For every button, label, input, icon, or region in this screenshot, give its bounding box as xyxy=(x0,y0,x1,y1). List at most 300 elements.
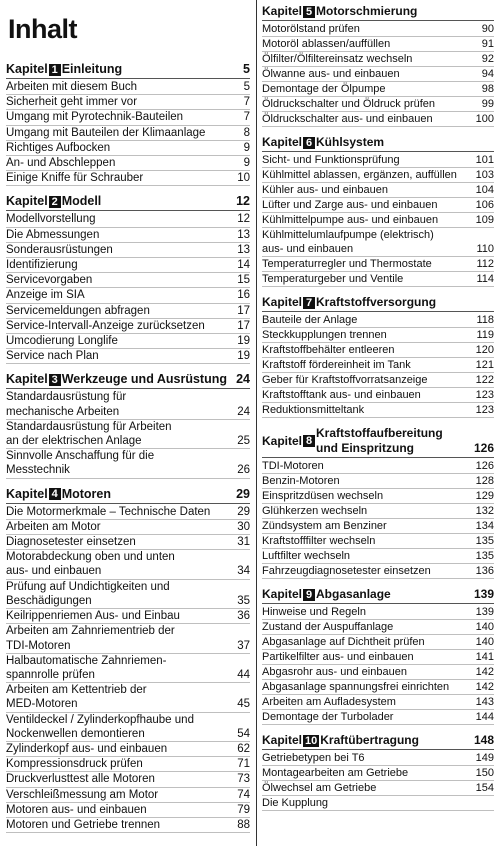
toc-entry[interactable] xyxy=(262,605,494,620)
toc-entry-title: Kraftstoffbehälter entleeren xyxy=(262,344,395,356)
toc-entry-title: Umcodierung Longlife xyxy=(6,335,118,348)
toc-entry-page: 90 xyxy=(481,23,494,35)
toc-entry-page: 13 xyxy=(237,243,250,256)
toc-entry-page: 143 xyxy=(475,696,494,708)
chapter-word: Kapitel xyxy=(262,733,303,747)
toc-column-right xyxy=(262,4,494,819)
toc-entry-title: Sinnvolle Anschaffung für die Messtechnik xyxy=(6,450,155,477)
toc-entry[interactable] xyxy=(6,319,250,334)
toc-entry[interactable] xyxy=(262,534,494,549)
toc-entry-title: Zündsystem am Benziner xyxy=(262,520,387,532)
toc-entry-page: 12 xyxy=(237,213,250,226)
toc-entry-title: Service-Intervall-Anzeige zurücksetzen xyxy=(6,319,205,332)
toc-entry-title: Sonderausrüstungen xyxy=(6,243,113,256)
chapter-label xyxy=(6,372,227,387)
toc-entry-title: Luftfilter wechseln xyxy=(262,550,351,562)
toc-entry-page: 45 xyxy=(237,698,250,711)
toc-entry-page: 118 xyxy=(476,314,494,326)
chapter-word: Kapitel xyxy=(262,135,303,149)
toc-entry-page: 31 xyxy=(237,536,250,549)
toc-entry-page: 101 xyxy=(475,154,494,166)
toc-entry-title: Fahrzeugdiagnosetester einsetzen xyxy=(262,565,431,577)
toc-entry-page: 128 xyxy=(475,475,494,487)
toc-entry-page: 10 xyxy=(237,172,250,185)
toc-entry-title: Motorölstand prüfen xyxy=(262,23,360,35)
toc-entry-title: Kühlmittelumlaufpumpe (elektrisch) aus- und einbauen xyxy=(262,229,434,255)
toc-entry-title: Hinweise und Regeln xyxy=(262,606,366,618)
chapter-number-badge: 6 xyxy=(303,137,315,149)
toc-entry-page: 73 xyxy=(237,773,250,786)
toc-entry[interactable] xyxy=(262,168,494,183)
chapter-section xyxy=(6,487,250,833)
chapter-number-badge: 4 xyxy=(49,488,61,500)
chapter-page-number: 24 xyxy=(236,372,250,387)
toc-entry[interactable] xyxy=(6,535,250,550)
toc-entry-page: 149 xyxy=(475,752,494,764)
toc-entry-page: 91 xyxy=(481,38,494,50)
page-title: Inhalt xyxy=(8,14,77,44)
chapter-section xyxy=(6,194,250,364)
toc-entry-page: 142 xyxy=(475,681,494,693)
toc-entry-page: 36 xyxy=(237,610,250,623)
toc-entry-title: Die Kupplung xyxy=(262,797,329,809)
toc-entry-title: Abgasanlage spannungsfrei einrichten xyxy=(262,681,450,693)
chapter-number-badge: 9 xyxy=(303,589,315,601)
toc-entry[interactable] xyxy=(6,334,250,349)
toc-entry-page: 141 xyxy=(475,651,494,663)
toc-entry-page: 34 xyxy=(237,565,250,578)
toc-entry-title: Umgang mit Pyrotechnik-Bauteilen xyxy=(6,111,184,124)
toc-entry-title: Prüfung auf Undichtigkeiten und Beschädigungen xyxy=(6,580,170,607)
toc-entry-page: 88 xyxy=(237,818,250,831)
column-divider xyxy=(256,0,257,846)
toc-entry[interactable] xyxy=(262,680,494,695)
toc-entry[interactable] xyxy=(262,695,494,710)
chapter-label xyxy=(262,295,436,310)
chapter-name: Motorschmierung xyxy=(316,4,418,18)
toc-entry-title: Motorabdeckung oben und unten aus- und einbauen xyxy=(6,551,175,578)
toc-entry-page: 92 xyxy=(481,53,494,65)
toc-entry[interactable] xyxy=(6,126,250,141)
toc-entry-page: 9 xyxy=(243,157,250,170)
toc-entry-page: 14 xyxy=(237,259,250,272)
toc-entry[interactable] xyxy=(6,788,250,803)
toc-entry-page: 62 xyxy=(237,742,250,755)
chapter-heading[interactable] xyxy=(262,587,494,604)
toc-entry-title: Die Abmessungen xyxy=(6,228,100,241)
toc-entry-page: 103 xyxy=(475,169,494,181)
chapter-name: Kraftstoffaufbereitung und Einspritzung xyxy=(316,426,443,455)
toc-entry-page: 142 xyxy=(475,666,494,678)
toc-entry-title: Kraftstofftank aus- und einbauen xyxy=(262,389,421,401)
toc-entry-title: Keilrippenriemen Aus- und Einbau xyxy=(6,610,180,623)
toc-entry-page: 19 xyxy=(237,335,250,348)
toc-entry[interactable] xyxy=(262,22,494,37)
chapter-section xyxy=(262,4,494,127)
toc-entry-title: Partikelfilter aus- und einbauen xyxy=(262,651,414,663)
chapter-page-number: 126 xyxy=(473,441,494,455)
toc-entry-title: Abgasanlage auf Dichtheit prüfen xyxy=(262,636,425,648)
toc-entry-page: 17 xyxy=(237,304,250,317)
toc-entry-page: 120 xyxy=(475,344,494,356)
toc-entry-title: Identifizierung xyxy=(6,259,78,272)
toc-entry-page: 135 xyxy=(475,550,494,562)
toc-entry[interactable] xyxy=(6,228,250,243)
toc-entry[interactable] xyxy=(262,228,494,257)
toc-entry[interactable] xyxy=(6,156,250,171)
toc-entry[interactable] xyxy=(262,52,494,67)
toc-entry-page: 122 xyxy=(475,374,494,386)
toc-entry[interactable] xyxy=(262,373,494,388)
chapter-label xyxy=(262,426,443,456)
toc-entry-page: 126 xyxy=(475,460,494,472)
chapter-name: Werkzeuge und Ausrüstung xyxy=(61,372,227,387)
toc-entry[interactable] xyxy=(262,710,494,725)
toc-entry[interactable] xyxy=(6,580,250,609)
toc-entry-page: 25 xyxy=(237,435,250,448)
chapter-heading[interactable] xyxy=(6,372,250,389)
toc-entry[interactable] xyxy=(262,112,494,127)
toc-entry-page: 132 xyxy=(475,505,494,517)
toc-entry[interactable] xyxy=(6,243,250,258)
toc-entry[interactable] xyxy=(6,171,250,186)
toc-entry-title: Service nach Plan xyxy=(6,350,99,363)
toc-entry-title: Servicemeldungen abfragen xyxy=(6,304,150,317)
chapter-label xyxy=(6,62,122,77)
chapter-page-number: 5 xyxy=(243,62,250,76)
toc-entry[interactable] xyxy=(6,420,250,449)
chapter-word: Kapitel xyxy=(6,62,48,76)
toc-entry-title: An- und Abschleppen xyxy=(6,157,116,170)
toc-entry[interactable] xyxy=(262,751,494,766)
toc-entry-page: 54 xyxy=(237,727,250,740)
toc-entry[interactable] xyxy=(262,504,494,519)
toc-entry-page: 26 xyxy=(237,464,250,477)
toc-entry-page: 35 xyxy=(237,594,250,607)
toc-entry-page: 79 xyxy=(237,803,250,816)
chapter-word: Kapitel xyxy=(262,587,303,601)
chapter-section xyxy=(262,135,494,287)
toc-entry-title: Sicherheit geht immer vor xyxy=(6,96,138,109)
toc-entry-title: Reduktionsmitteltank xyxy=(262,404,365,416)
toc-entry[interactable] xyxy=(262,564,494,579)
chapter-number-badge: 8 xyxy=(303,435,315,447)
chapter-name: Abgasanlage xyxy=(316,587,391,601)
toc-entry-page: 106 xyxy=(475,199,494,211)
chapter-word: Kapitel xyxy=(262,433,303,448)
chapter-label xyxy=(6,487,111,502)
toc-entry-page: 8 xyxy=(243,126,250,139)
toc-column-left xyxy=(6,0,250,841)
toc-entry-page: 140 xyxy=(475,636,494,648)
chapter-heading[interactable] xyxy=(262,733,494,750)
chapter-heading[interactable] xyxy=(6,194,250,211)
toc-entry-title: Einige Kniffe für Schrauber xyxy=(6,172,144,185)
toc-entry-title: Halbautomatische Zahnriemen- spannrolle prüfen xyxy=(6,654,167,681)
toc-entry[interactable] xyxy=(262,549,494,564)
chapter-word: Kapitel xyxy=(6,486,48,501)
toc-entry[interactable] xyxy=(6,110,250,125)
toc-entry-title: Arbeiten am Motor xyxy=(6,520,101,533)
chapter-heading[interactable] xyxy=(6,487,250,504)
toc-entry[interactable] xyxy=(262,459,494,474)
toc-entry[interactable] xyxy=(6,505,250,520)
toc-entry-title: Öldruckschalter aus- und einbauen xyxy=(262,113,433,125)
chapter-name: Kraftstoffversorgung xyxy=(316,295,437,309)
toc-entry-page: 74 xyxy=(237,788,250,801)
toc-entry[interactable] xyxy=(262,153,494,168)
chapter-word: Kapitel xyxy=(6,194,48,209)
chapter-section xyxy=(6,372,250,478)
toc-entry-title: Abgasrohr aus- und einbauen xyxy=(262,666,407,678)
toc-entry[interactable] xyxy=(6,212,250,227)
chapter-section xyxy=(262,733,494,811)
toc-entry[interactable] xyxy=(262,519,494,534)
chapter-name: Einleitung xyxy=(61,62,123,76)
toc-entry-page: 109 xyxy=(475,214,494,226)
toc-entry-title: Diagnosetester einsetzen xyxy=(6,536,136,549)
toc-entry-title: Ölwanne aus- und einbauen xyxy=(262,68,400,80)
toc-entry-title: Modellvorstellung xyxy=(6,213,96,226)
toc-entry-page: 123 xyxy=(475,389,494,401)
toc-entry[interactable] xyxy=(262,183,494,198)
toc-entry-title: Kühlmittelpumpe aus- und einbauen xyxy=(262,214,439,226)
toc-entry-title: Zustand der Auspuffanlage xyxy=(262,621,394,633)
toc-entry-title: Glühkerzen wechseln xyxy=(262,505,368,517)
toc-entry-page: 15 xyxy=(237,274,250,287)
toc-entry-page: 112 xyxy=(476,258,494,270)
toc-entry-title: Anzeige im SIA xyxy=(6,289,85,302)
toc-entry[interactable] xyxy=(6,390,250,419)
chapter-heading[interactable] xyxy=(262,135,494,152)
chapter-word: Kapitel xyxy=(262,4,303,18)
toc-entry[interactable] xyxy=(262,82,494,97)
toc-entry-page: 100 xyxy=(475,113,494,125)
toc-entry[interactable] xyxy=(262,620,494,635)
chapter-label xyxy=(262,4,417,19)
toc-entry[interactable] xyxy=(262,67,494,82)
toc-entry[interactable] xyxy=(6,683,250,712)
toc-entry-page: 7 xyxy=(243,111,250,124)
toc-entry[interactable] xyxy=(6,742,250,757)
toc-entry[interactable] xyxy=(6,803,250,818)
toc-entry-title: Ventildeckel / Zylinderkopfhaube und Nockenwellen demontieren xyxy=(6,713,194,740)
chapter-number-badge: 5 xyxy=(303,6,315,18)
toc-entry[interactable] xyxy=(262,198,494,213)
toc-entry-title: Druckverlusttest alle Motoren xyxy=(6,773,155,786)
toc-entry[interactable] xyxy=(262,257,494,272)
toc-entry-title: Die Motormerkmale – Technische Daten xyxy=(6,505,211,518)
toc-entry[interactable] xyxy=(6,349,250,364)
toc-entry[interactable] xyxy=(262,766,494,781)
toc-entry-page: 17 xyxy=(237,319,250,332)
toc-entry-title: Kompressionsdruck prüfen xyxy=(6,758,143,771)
chapter-number-badge: 1 xyxy=(49,64,61,76)
toc-entry[interactable] xyxy=(262,665,494,680)
chapter-page-number: 29 xyxy=(236,486,250,501)
toc-entry-title: Motoröl ablassen/auffüllen xyxy=(262,38,391,50)
toc-entry-title: Montagearbeiten am Getriebe xyxy=(262,767,409,779)
chapter-word: Kapitel xyxy=(262,295,303,309)
toc-entry-page: 16 xyxy=(237,289,250,302)
toc-entry-page: 98 xyxy=(481,83,494,95)
toc-entry-page: 19 xyxy=(237,350,250,363)
toc-entry-title: Arbeiten am Zahnriementrieb der TDI-Motoren xyxy=(6,625,175,652)
chapter-number-badge: 3 xyxy=(49,374,61,386)
toc-entry-page: 139 xyxy=(475,606,494,618)
toc-entry-page: 110 xyxy=(476,243,494,255)
toc-entry[interactable] xyxy=(262,635,494,650)
toc-entry-page: 134 xyxy=(475,520,494,532)
toc-entry-page: 150 xyxy=(475,767,494,779)
chapter-page-number: 139 xyxy=(473,587,494,601)
toc-entry-title: Bauteile der Anlage xyxy=(262,314,358,326)
toc-entry[interactable] xyxy=(6,713,250,742)
toc-entry[interactable] xyxy=(6,520,250,535)
toc-entry-title: Demontage der Ölpumpe xyxy=(262,83,386,95)
toc-entry-title: Kraftstofffilter wechseln xyxy=(262,535,376,547)
toc-entry-title: Arbeiten am Aufladesystem xyxy=(262,696,396,708)
toc-entry-title: Öldruckschalter und Öldruck prüfen xyxy=(262,98,436,110)
toc-entry-page: 119 xyxy=(476,329,494,341)
toc-entry[interactable] xyxy=(6,772,250,787)
toc-entry-title: Ölwechsel am Getriebe xyxy=(262,782,377,794)
chapter-section xyxy=(262,426,494,579)
chapter-name: Motoren xyxy=(61,486,111,501)
toc-entry-title: Kraftstoff fördereinheit im Tank xyxy=(262,359,411,371)
chapter-label xyxy=(262,135,384,150)
toc-entry-title: Einspritzdüsen wechseln xyxy=(262,490,384,502)
chapter-heading[interactable] xyxy=(262,426,494,458)
toc-entry[interactable] xyxy=(6,273,250,288)
chapter-name: Modell xyxy=(61,194,102,209)
toc-entry[interactable] xyxy=(6,609,250,624)
chapter-number-badge: 2 xyxy=(49,196,61,208)
toc-entry-page: 24 xyxy=(237,405,250,418)
toc-entry-page: 44 xyxy=(237,668,250,681)
toc-entry-title: Demontage der Turbolader xyxy=(262,711,394,723)
toc-entry-page: 37 xyxy=(237,639,250,652)
chapter-page-number: 148 xyxy=(473,733,494,747)
toc-entry[interactable] xyxy=(262,313,494,328)
toc-entry-title: Kühler aus- und einbauen xyxy=(262,184,388,196)
toc-entry-page: 29 xyxy=(237,505,250,518)
chapter-number-badge: 7 xyxy=(303,297,315,309)
toc-entry-title: Umgang mit Bauteilen der Klimaanlage xyxy=(6,126,206,139)
toc-entry-page: 9 xyxy=(243,141,250,154)
toc-entry-page: 104 xyxy=(475,184,494,196)
chapter-name: Kraftübertragung xyxy=(320,733,419,747)
toc-entry[interactable] xyxy=(262,781,494,796)
toc-entry[interactable] xyxy=(262,358,494,373)
toc-entry[interactable] xyxy=(6,654,250,683)
chapter-heading[interactable] xyxy=(262,295,494,312)
toc-entry-page: 129 xyxy=(475,490,494,502)
toc-entry[interactable] xyxy=(262,650,494,665)
toc-entry-page: 114 xyxy=(476,273,494,285)
toc-entry-title: Geber für Kraftstoffvorratsanzeige xyxy=(262,374,428,386)
toc-entry-title: Motoren aus- und einbauen xyxy=(6,803,147,816)
toc-entry-title: Standardausrüstung für mechanische Arbeiten xyxy=(6,391,127,418)
toc-entry-title: Ölfilter/Ölfiltereinsatz wechseln xyxy=(262,53,413,65)
toc-entry-title: Sicht- und Funktionsprüfung xyxy=(262,154,400,166)
chapter-label xyxy=(6,194,101,209)
toc-entry-page: 140 xyxy=(475,621,494,633)
toc-entry[interactable] xyxy=(6,141,250,156)
toc-entry[interactable] xyxy=(262,97,494,112)
toc-entry-title: Richtiges Aufbocken xyxy=(6,141,111,154)
toc-entry-title: Steckkupplungen trennen xyxy=(262,329,387,341)
chapter-label xyxy=(262,733,419,748)
toc-entry[interactable] xyxy=(6,449,250,478)
toc-entry-page: 99 xyxy=(481,98,494,110)
toc-entry[interactable] xyxy=(6,818,250,833)
chapter-label xyxy=(262,587,391,602)
toc-entry[interactable] xyxy=(262,213,494,228)
toc-entry-title: Motoren und Getriebe trennen xyxy=(6,818,161,831)
toc-entry-title: Kühlmittel ablassen, ergänzen, auffüllen xyxy=(262,169,457,181)
chapter-word: Kapitel xyxy=(6,372,48,387)
toc-entry[interactable] xyxy=(262,388,494,403)
toc-entry[interactable] xyxy=(6,288,250,303)
toc-entry[interactable] xyxy=(6,95,250,110)
toc-entry[interactable] xyxy=(6,624,250,653)
toc-entry-title: Temperaturgeber und Ventile xyxy=(262,273,404,285)
toc-entry[interactable] xyxy=(262,403,494,418)
chapter-section xyxy=(6,62,250,186)
toc-entry-title: Zylinderkopf aus- und einbauen xyxy=(6,742,168,755)
toc-entry-title: Temperaturregler und Thermostate xyxy=(262,258,432,270)
toc-entry-page: 7 xyxy=(243,96,250,109)
toc-entry-page: 144 xyxy=(475,711,494,723)
toc-entry-page: 94 xyxy=(481,68,494,80)
toc-entry[interactable] xyxy=(6,757,250,772)
toc-entry-page: 71 xyxy=(237,758,250,771)
chapter-heading[interactable] xyxy=(6,62,250,79)
toc-entry-page: 13 xyxy=(237,228,250,241)
toc-entry-page: 154 xyxy=(475,782,494,794)
toc-entry-title: Benzin-Motoren xyxy=(262,475,340,487)
toc-entry-title: Lüfter und Zarge aus- und einbauen xyxy=(262,199,438,211)
toc-entry-title: Arbeiten mit diesem Buch xyxy=(6,81,138,93)
toc-entry-page: 123 xyxy=(475,404,494,416)
toc-entry-page: 30 xyxy=(237,520,250,533)
toc-entry-title: Arbeiten am Kettentrieb der MED-Motoren xyxy=(6,684,147,711)
toc-entry[interactable] xyxy=(262,37,494,52)
toc-entry-page: 136 xyxy=(475,565,494,577)
chapter-number-badge: 10 xyxy=(305,734,318,747)
toc-entry[interactable] xyxy=(262,474,494,489)
toc-entry[interactable] xyxy=(262,328,494,343)
toc-entry-title: Standardausrüstung für Arbeiten an der elektrischen Anlage xyxy=(6,420,172,448)
toc-entry[interactable] xyxy=(6,550,250,579)
toc-entry[interactable] xyxy=(262,796,494,811)
toc-entry[interactable] xyxy=(262,343,494,358)
chapter-section xyxy=(262,587,494,725)
toc-entry-page: 5 xyxy=(243,81,250,93)
toc-entry[interactable] xyxy=(6,258,250,273)
toc-entry-page: 135 xyxy=(475,535,494,547)
toc-entry[interactable] xyxy=(262,489,494,504)
chapter-heading[interactable] xyxy=(262,4,494,21)
toc-entry[interactable] xyxy=(262,272,494,287)
chapter-section xyxy=(262,295,494,418)
chapter-name: Kühlsystem xyxy=(316,135,385,149)
toc-entry[interactable] xyxy=(6,80,250,95)
toc-entry-title: Verschleißmessung am Motor xyxy=(6,788,159,801)
toc-entry[interactable] xyxy=(6,304,250,319)
chapter-page-number: 12 xyxy=(236,194,250,209)
